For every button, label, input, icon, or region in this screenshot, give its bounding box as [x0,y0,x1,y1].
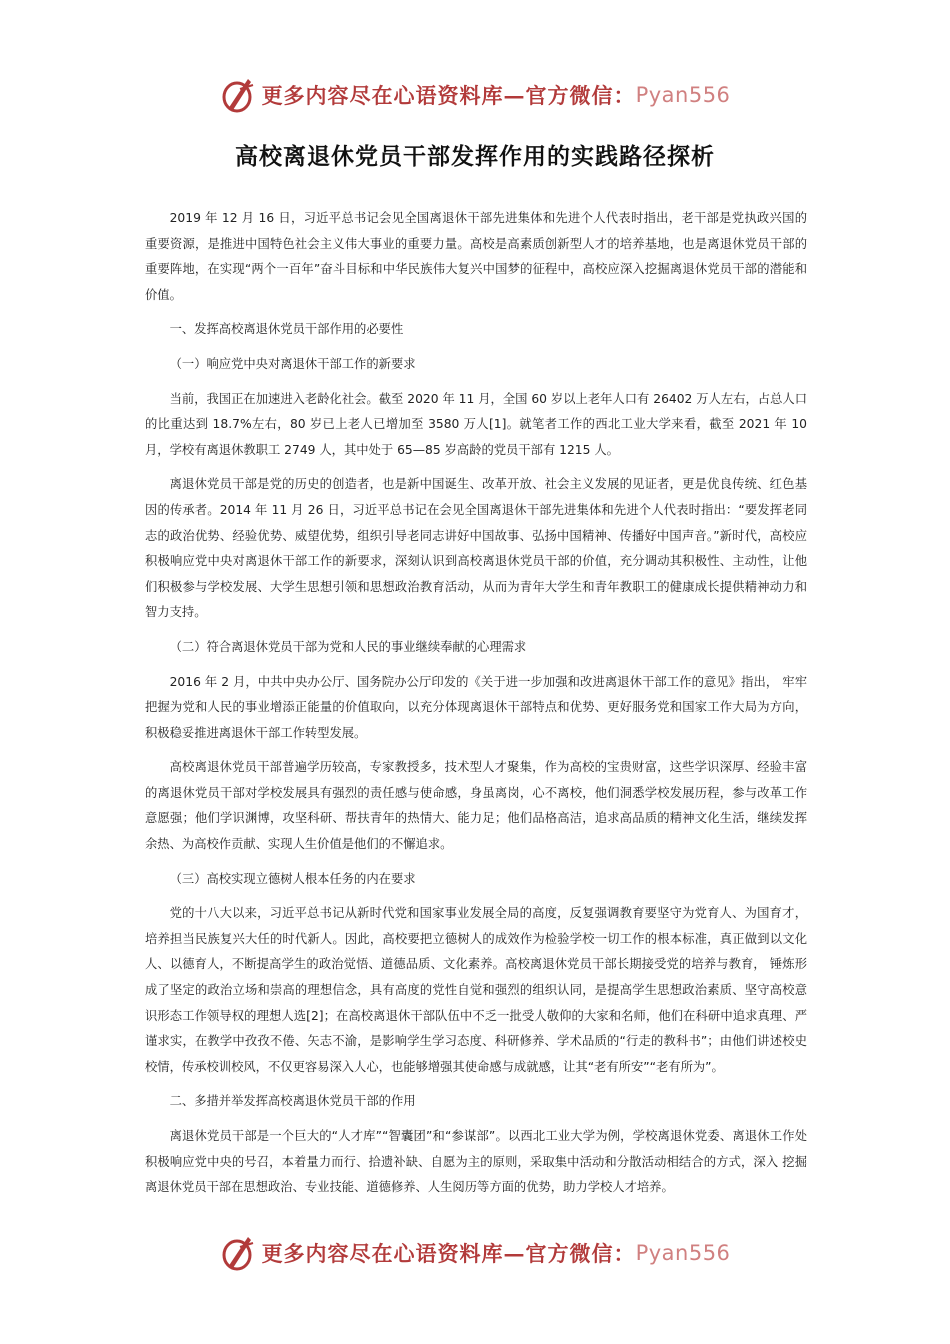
document-body [145,206,807,1210]
banner-wechat-id: Pyan556 [635,83,731,107]
subsection-heading: （二）符合离退休党员干部为党和人民的事业继续奉献的心理需求 [169,639,527,654]
feather-quill-icon [220,1231,258,1275]
paragraph: 高校离退休党员干部普遍学历较高，专家教授多，技术型人才聚集，作为高校的宝贵财富，这些学识深厚、经验丰富的离退休党员干部对学校发展具有强烈的责任感与使命感，身虽离岗，心不离校，他们洞悉学校发展历程，参与改革工作意愿强；他们学识渊博，攻坚科研、帮扶青年的热情大、能力足；他们品格高洁，追求高品质的精神文化生活，继续发挥余热、为高校作贡献、实现人生价值是他们的不懈追求。 [145,760,807,852]
banner-wechat-id: Pyan556 [635,1241,731,1265]
document-title: 高校离退休党员干部发挥作用的实践路径探析 [235,144,715,170]
paragraph: 离退休党员干部是党的历史的创造者，也是新中国诞生、改革开放、社会主义发展的见证者，更是优良传统、红色基因的传承者。2014 年 11 月 26 日，习近平总书记在会见全国离退休干部先进集体和先进个人代表时指出：“要发挥老同志的政治优势、经验优势、威望优势，组织引导老同志讲好中国故事、弘扬中国精神、传播好中国声音。”新时代，高校应积极响应党中央对离退休干部工作的新要求，深刻认识到高校离退休党员干部的价值，充分调动其积极性、主动性，让他们积极参与学校发展、大学生思想引领和思想政治教育活动，从而为青年大学生和青年教职工的健康成长提供精神动力和智力支持。 [145,477,807,620]
watermark-banner-top [0,70,950,120]
paragraph: 2016 年 2 月，中共中央办公厅、国务院办公厅印发的《关于进一步加强和改进离退休干部工作的意见》指出， 牢牢把握为党和人民的事业增添正能量的价值取向，以充分体现离退休干部特点和优势、更好服务党和国家工作大局为方向，积极稳妥推进离退休干部工作转型发展。 [145,674,807,740]
paragraph: 离退休党员干部是一个巨大的“人才库”“智囊团”和“参谋部”。以西北工业大学为例，学校离退休党委、离退休工作处积极响应党中央的号召，本着量力而行、拾遗补缺、自愿为主的原则，采取集中活动和分散活动相结合的方式，深入 挖掘离退休党员干部在思想政治、专业技能、道德修养、人生阅历等方面的优势，助力学校人才培养。 [145,1129,807,1195]
banner-text: 更多内容尽在心语资料库—官方微信： [261,83,636,108]
subsection-heading: （三）高校实现立德树人根本任务的内在要求 [169,871,416,886]
paragraph: 党的十八大以来，习近平总书记从新时代党和国家事业发展全局的高度，反复强调教育要坚守为党育人、为国育才，培养担当民族复兴大任的时代新人。因此，高校要把立德树人的成效作为检验学校一切工作的根本标准，真正做到以文化人、以德育人，不断提高学生的政治觉悟、道德品质、文化素养。高校离退休党员干部长期接受党的培养与教育， 锤炼形成了坚定的政治立场和崇高的理想信念，具有高度的党性自觉和强烈的组织认同，是提高学生思想政治素质、坚守高校意识形态工作领导权的理想人选[2]；在高校离退休干部队伍中不乏一批受人敬仰的大家和名师，他们在科研中追求真理、严谨求实，在教学中孜孜不倦、矢志不渝，是影响学生学习态度、科研修养、学术品质的“行走的教科书”；由他们讲述校史校情，传承校训校风，不仅更容易深入人心，也能够增强其使命感与成就感，让其“老有所安”“老有所为”。 [145,906,807,1074]
banner-text: 更多内容尽在心语资料库—官方微信： [261,1241,636,1266]
section-heading: 一、发挥高校离退休党员干部作用的必要性 [169,322,404,337]
feather-quill-icon [220,73,258,117]
section-heading: 二、多措并举发挥高校离退休党员干部的作用 [169,1094,416,1109]
watermark-banner-bottom [0,1228,950,1278]
paragraph: 2019 年 12 月 16 日，习近平总书记会见全国离退休干部先进集体和先进个人代表时指出，老干部是党执政兴国的 重要资源，是推进中国特色社会主义伟大事业的重要力量。高校是高素质创新型人才的培养基地，也是离退休党员干部的重要阵地，在实现“两个一百年”奋斗目标和中华民族伟大复兴中国梦的征程中，高校应深入挖掘离退休党员干部的潜能和价值。 [145,211,807,302]
paragraph: 当前，我国正在加速进入老龄化社会。截至 2020 年 11 月，全国 60 岁以上老年人口有 26402 万人左右，占总人口的比重达到 18.7%左右，80 岁已上老人已增加至 3580 万人[1]。就笔者工作的西北工业大学来看，截至 2021 年 10 月，学校有离退休教职工 2749 人，其中处于 65—85 岁高龄的党员干部有 1215 人。 [145,391,807,457]
subsection-heading: （一）响应党中央对离退休干部工作的新要求 [169,356,416,371]
